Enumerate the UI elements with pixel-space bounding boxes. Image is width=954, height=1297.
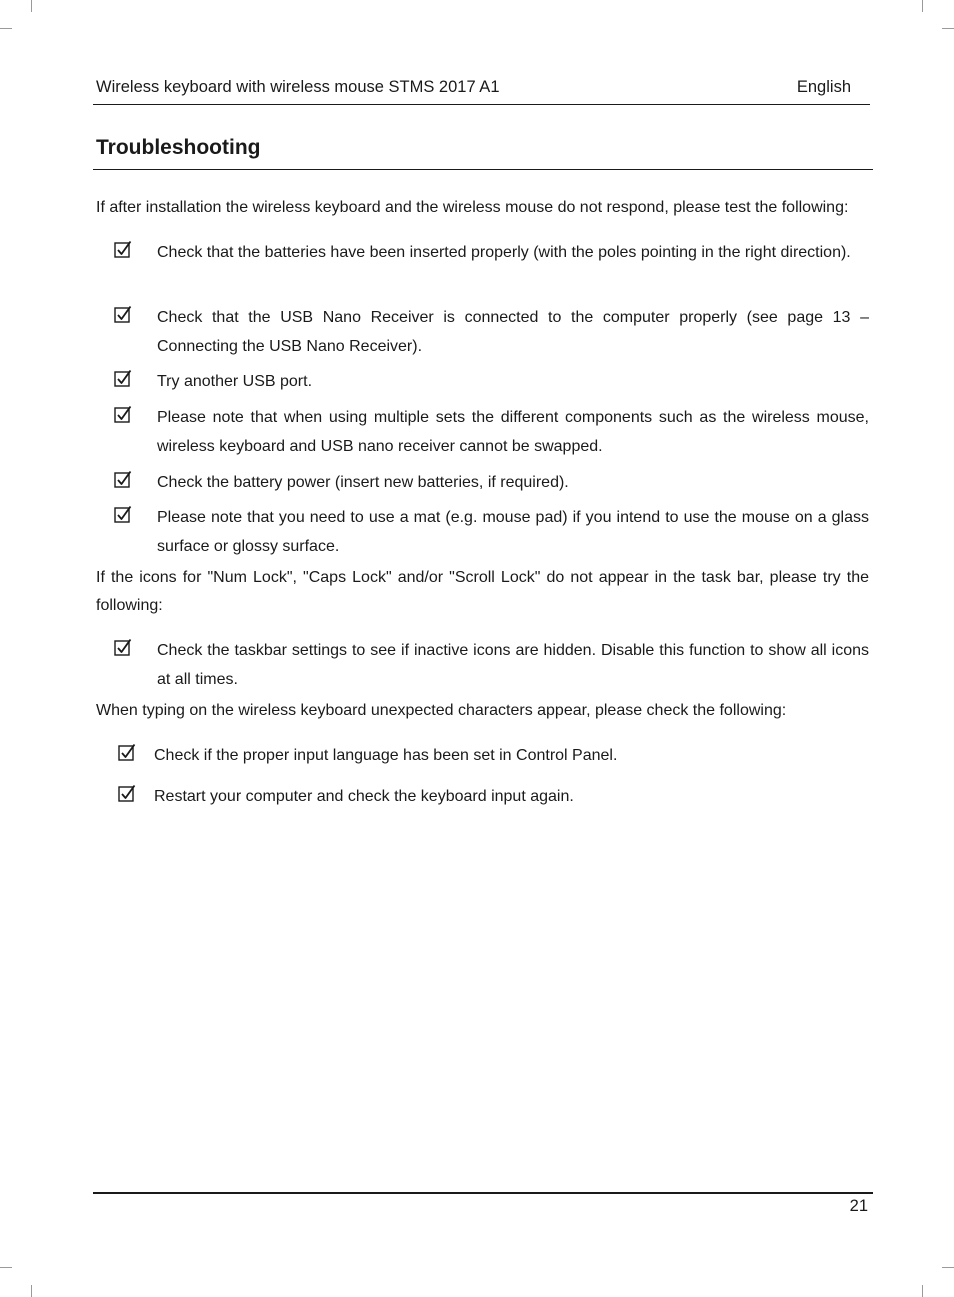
checklist-item-text: Check that the batteries have been inserted properly (with the poles pointing in the right direction). xyxy=(157,244,851,261)
crop-mark xyxy=(922,0,923,12)
section-divider xyxy=(93,169,873,170)
intro-paragraph: When typing on the wireless keyboard unexpected characters appear, please check the following: xyxy=(96,702,787,719)
crop-mark xyxy=(942,28,954,29)
checkbox-checked-icon xyxy=(114,369,132,387)
intro-paragraph: If the icons for "Num Lock", "Caps Lock" and/or "Scroll Lock" do not appear in the task bar, please try the following: xyxy=(96,569,869,614)
checkbox-checked-icon xyxy=(114,505,132,523)
checklist-item-text: Please note that when using multiple sets the different components such as the wireless mouse, wireless keyboard and USB nano receiver cannot be swapped. xyxy=(157,409,869,455)
header-divider xyxy=(93,104,870,105)
document-title: Wireless keyboard with wireless mouse STMS 2017 A1 xyxy=(96,78,500,96)
crop-mark xyxy=(922,1285,923,1297)
crop-mark xyxy=(31,1285,32,1297)
crop-mark xyxy=(942,1267,954,1268)
checklist-item-text: Check the taskbar settings to see if inactive icons are hidden. Disable this function to show all icons at all times. xyxy=(157,642,869,688)
checklist-item-text: Please note that you need to use a mat (e.g. mouse pad) if you intend to use the mouse on a glass surface or glossy surface. xyxy=(157,509,869,555)
checkbox-checked-icon xyxy=(114,405,132,423)
crop-mark xyxy=(0,1267,12,1268)
page-number: 21 xyxy=(849,1197,868,1215)
crop-mark xyxy=(0,28,12,29)
running-header xyxy=(96,76,870,98)
checkbox-checked-icon xyxy=(114,240,132,258)
checkbox-checked-icon xyxy=(114,305,132,323)
checkbox-checked-icon xyxy=(118,784,136,802)
checklist-item-text: Restart your computer and check the keyboard input again. xyxy=(154,788,574,805)
checklist-item-text: Check if the proper input language has been set in Control Panel. xyxy=(154,747,618,764)
checklist-item-text: Check the battery power (insert new batteries, if required). xyxy=(157,474,569,491)
intro-paragraph: If after installation the wireless keyboard and the wireless mouse do not respond, please test the following: xyxy=(96,199,849,216)
checkbox-checked-icon xyxy=(114,638,132,656)
footer-divider xyxy=(93,1192,873,1194)
checklist-item-text: Check that the USB Nano Receiver is connected to the computer properly (see page 13 – Connecting the USB Nano Receiver). xyxy=(157,309,869,355)
checklist-item-text: Try another USB port. xyxy=(157,373,313,390)
language-label: English xyxy=(796,78,851,96)
checkbox-checked-icon xyxy=(114,470,132,488)
crop-mark xyxy=(31,0,32,12)
checkbox-checked-icon xyxy=(118,743,136,761)
section-title: Troubleshooting xyxy=(96,136,261,159)
